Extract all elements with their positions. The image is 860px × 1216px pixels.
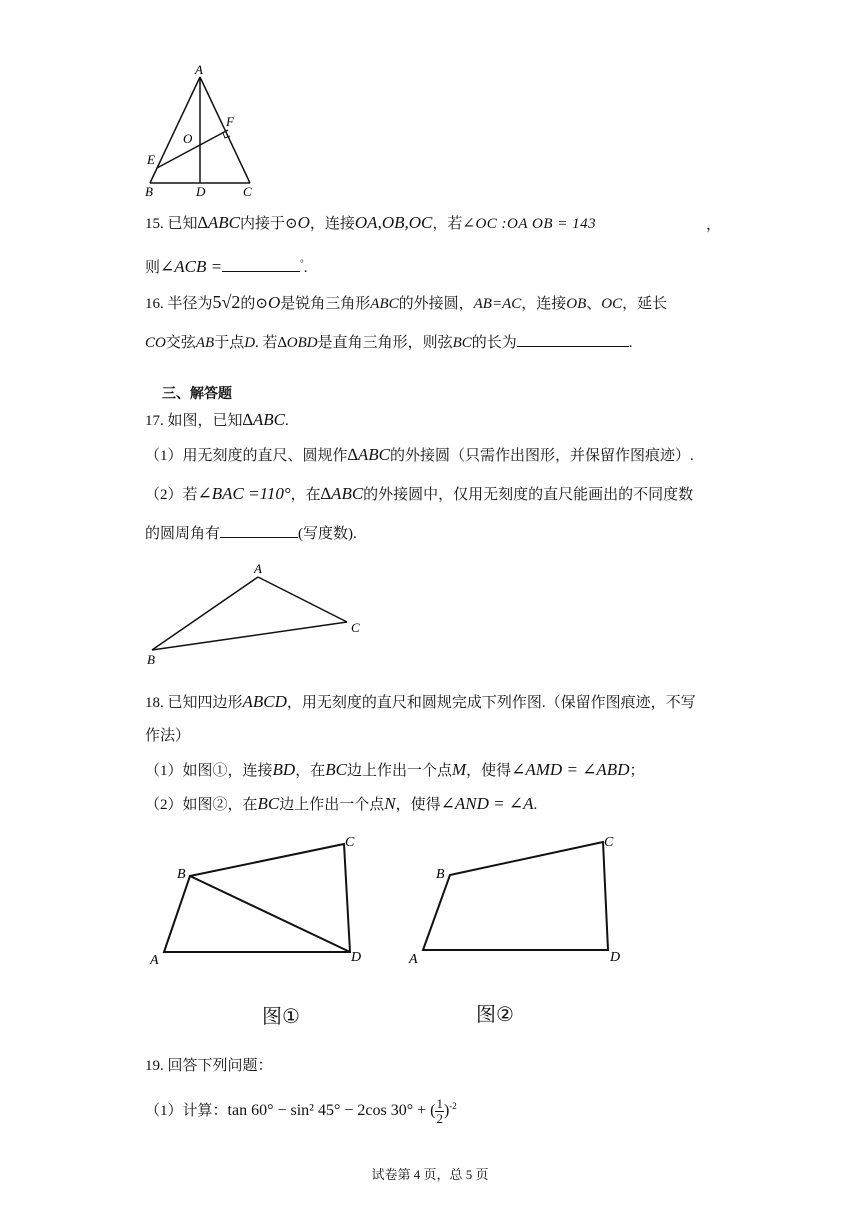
fig2-label-A: A — [409, 952, 418, 967]
q16-answer-blank[interactable] — [517, 332, 629, 347]
quadrilateral-figure-2 — [405, 828, 645, 973]
fig1-label-B: B — [177, 867, 186, 882]
q18-part2: （2）如图②，在BC边上作出一个点N，使得∠AND = ∠A. — [145, 794, 538, 813]
q17-label-B: B — [147, 652, 155, 667]
label-D: D — [196, 184, 206, 199]
fig1-label-C: C — [345, 835, 355, 850]
quadrilateral-figure-1 — [140, 828, 380, 973]
q19-fraction: $\frac{1}{2}$ — [436, 1096, 443, 1127]
fig1-label-D: D — [351, 950, 362, 965]
q15-line2: 则∠ACB = °. — [145, 257, 308, 276]
q17-label-C: C — [351, 620, 360, 635]
fig1-label-A: A — [150, 953, 159, 968]
q17-line1: 17. 如图，已知∆ABC. — [145, 410, 289, 429]
q15-ratio: ∠OC :OA OB = 143 — [462, 216, 597, 232]
q17-part2: （2）若∠BAC =110°，在∆ABC的外接圆中，仅用无刻度的直尺能画出的不同度数 — [145, 484, 694, 503]
q16-radius: 5√2 — [212, 292, 241, 312]
page-footer: 试卷第 4 页，总 5 页 — [371, 1167, 489, 1182]
label-O: O — [183, 131, 193, 146]
label-C: C — [243, 184, 252, 199]
label-E: E — [147, 152, 155, 167]
fig2-label-D: D — [610, 950, 621, 965]
q17-label-A: A — [254, 561, 262, 576]
fig2-label-B: B — [436, 867, 445, 882]
q19-expression: tan 60° − sin² 45° − 2cos 30° + ( — [227, 1102, 436, 1119]
q16-line1: 16. 半径为5√2的⊙O是锐角三角形ABC的外接圆，AB=AC，连接OB、OC，延长 — [145, 292, 668, 312]
label-B: B — [145, 184, 153, 199]
q17-part1: （1）用无刻度的直尺、圆规作∆ABC的外接圆（只需作出图形，并保留作图痕迹）. — [145, 445, 694, 464]
q15-comma: ， — [706, 217, 722, 233]
triangle-figure-q17 — [140, 560, 380, 670]
figure-1-caption: 图① — [262, 1004, 300, 1028]
q18-line2: 作法） — [145, 728, 191, 744]
q19-part1: （1）计算：tan 60° − sin² 45° − 2cos 30° + ( $\frac{1}{2}$ )$^{-2}$ — [145, 1096, 457, 1127]
fig2-label-C: C — [604, 835, 614, 850]
triangle-figure-q14 — [140, 60, 270, 200]
q17-answer-blank[interactable] — [220, 523, 298, 538]
q15-answer-blank[interactable] — [222, 257, 300, 272]
label-A: A — [195, 62, 203, 77]
q16-line2: CO交弦AB于点D. 若∆OBD是直角三角形，则弦BC的长为 . — [145, 332, 633, 353]
q19-line1: 19. 回答下列问题： — [145, 1058, 273, 1074]
figure-2-caption: 图② — [476, 1002, 514, 1026]
q18-line1: 18. 已知四边形ABCD，用无刻度的直尺和圆规完成下列作图.（保留作图痕迹，不写 — [145, 692, 696, 711]
section-heading: 三、解答题 — [162, 386, 232, 402]
q18-part1: （1）如图①，连接BD，在BC边上作出一个点M，使得∠AMD = ∠ABD； — [145, 760, 645, 779]
q15-line1: 15. 已知∆ABC内接于⊙O，连接OA,OB,OC，若∠OC :OA OB = 143 — [145, 213, 597, 232]
q17-part3: 的圆周角有 (写度数). — [145, 523, 357, 544]
label-F: F — [226, 114, 234, 129]
